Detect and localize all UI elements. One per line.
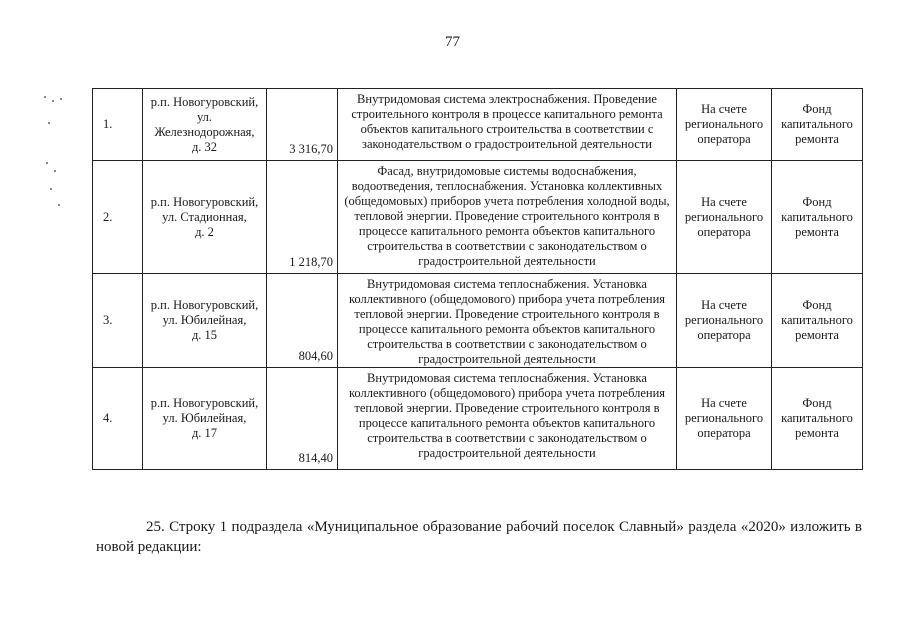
table-row — [93, 274, 863, 368]
fund-cell — [772, 161, 863, 274]
account-line: регионального — [684, 209, 764, 224]
scan-margin-marks — [40, 92, 80, 222]
fund-cell — [772, 274, 863, 368]
account-cell — [677, 368, 772, 470]
amendment-paragraph: 25. Строку 1 подраздела «Муниципальное образование рабочий поселок Славный» раздела «2020» изложить в новой редакции: — [96, 519, 862, 555]
row-number: 4. — [93, 368, 143, 470]
repair-works-table — [92, 88, 863, 470]
table-row — [93, 89, 863, 161]
fund-line: капитального — [781, 411, 853, 425]
page-number: 77 — [445, 34, 460, 50]
address-cell — [143, 274, 267, 368]
fund-line: ремонта — [795, 132, 839, 146]
fund-line: Фонд — [802, 194, 832, 209]
address-line: д. 15 — [191, 328, 218, 342]
cost-cell: 1 218,70 — [267, 161, 338, 274]
fund-cell — [772, 89, 863, 161]
account-line: На счете — [701, 194, 747, 209]
work-description-cell: Внутридомовая система теплоснабжения. Установка коллективного (общедомового) прибора учета потребления тепловой энергии. Проведение строительного контроля в процессе капитального ремонта объектов капитального строительства в соответствии с законодательством о градостроительной деятельности — [338, 368, 677, 470]
fund-line: Фонд — [802, 102, 832, 116]
address-line: р.п. Новогуровский, — [150, 194, 259, 209]
account-line: На счете — [701, 396, 747, 410]
work-description-cell: Фасад, внутридомовые системы водоснабжения, водоотведения, теплоснабжения. Установка коллективных (общедомовых) приборов учета потребления холодной воды, тепловой энергии. Проведение строительного контроля в процессе капитального ремонта объектов капитального строительства в соответствии с законодательством о градостроительной деятельности — [338, 161, 677, 274]
work-description-cell: Внутридомовая система теплоснабжения. Установка коллективного (общедомового) прибора учета потребления тепловой энергии. Проведение строительного контроля в процессе капитального ремонта объектов капитального строительства в соответствии с законодательством о градостроительной деятельности — [338, 274, 677, 368]
account-cell — [677, 274, 772, 368]
address-line: ул. Стадионная, — [162, 209, 247, 224]
fund-line: ремонта — [795, 426, 839, 440]
account-line: оператора — [697, 328, 751, 342]
row-number: 1. — [93, 89, 143, 161]
account-line: регионального — [684, 117, 764, 131]
fund-line: капитального — [781, 313, 853, 327]
address-line: д. 2 — [195, 224, 214, 239]
table-row — [93, 368, 863, 470]
account-cell — [677, 161, 772, 274]
fund-line: Фонд — [802, 298, 832, 312]
fund-line: Фонд — [802, 396, 832, 410]
account-line: На счете — [701, 298, 747, 312]
row-number: 3. — [93, 274, 143, 368]
account-line: оператора — [697, 132, 751, 146]
address-line: ул. Юбилейная, — [162, 313, 247, 327]
address-line: ул. Железнодорожная, — [154, 109, 255, 139]
address-line: р.п. Новогуровский, — [150, 94, 259, 109]
account-line: регионального — [684, 313, 764, 327]
address-cell — [143, 89, 267, 161]
fund-line: капитального — [781, 209, 853, 224]
account-line: регионального — [684, 411, 764, 425]
address-line: д. 32 — [191, 139, 218, 154]
account-line: На счете — [701, 102, 747, 116]
fund-cell — [772, 368, 863, 470]
account-line: оператора — [697, 224, 751, 239]
account-cell — [677, 89, 772, 161]
address-line: ул. Юбилейная, — [162, 411, 247, 425]
address-cell — [143, 161, 267, 274]
work-description-cell: Внутридомовая система электроснабжения. Проведение строительного контроля в процессе капитального ремонта объектов капитального строительства в соответствии с законодательством о градостроительной деятельности — [338, 89, 677, 161]
table-row — [93, 161, 863, 274]
cost-cell: 804,60 — [267, 274, 338, 368]
fund-line: капитального — [781, 117, 853, 131]
account-line: оператора — [697, 426, 751, 440]
fund-line: ремонта — [795, 224, 839, 239]
address-line: д. 17 — [191, 426, 218, 440]
row-number: 2. — [93, 161, 143, 274]
cost-cell: 3 316,70 — [267, 89, 338, 161]
address-line: р.п. Новогуровский, — [150, 298, 259, 312]
address-line: р.п. Новогуровский, — [150, 396, 259, 410]
address-cell — [143, 368, 267, 470]
fund-line: ремонта — [795, 328, 839, 342]
cost-cell: 814,40 — [267, 368, 338, 470]
